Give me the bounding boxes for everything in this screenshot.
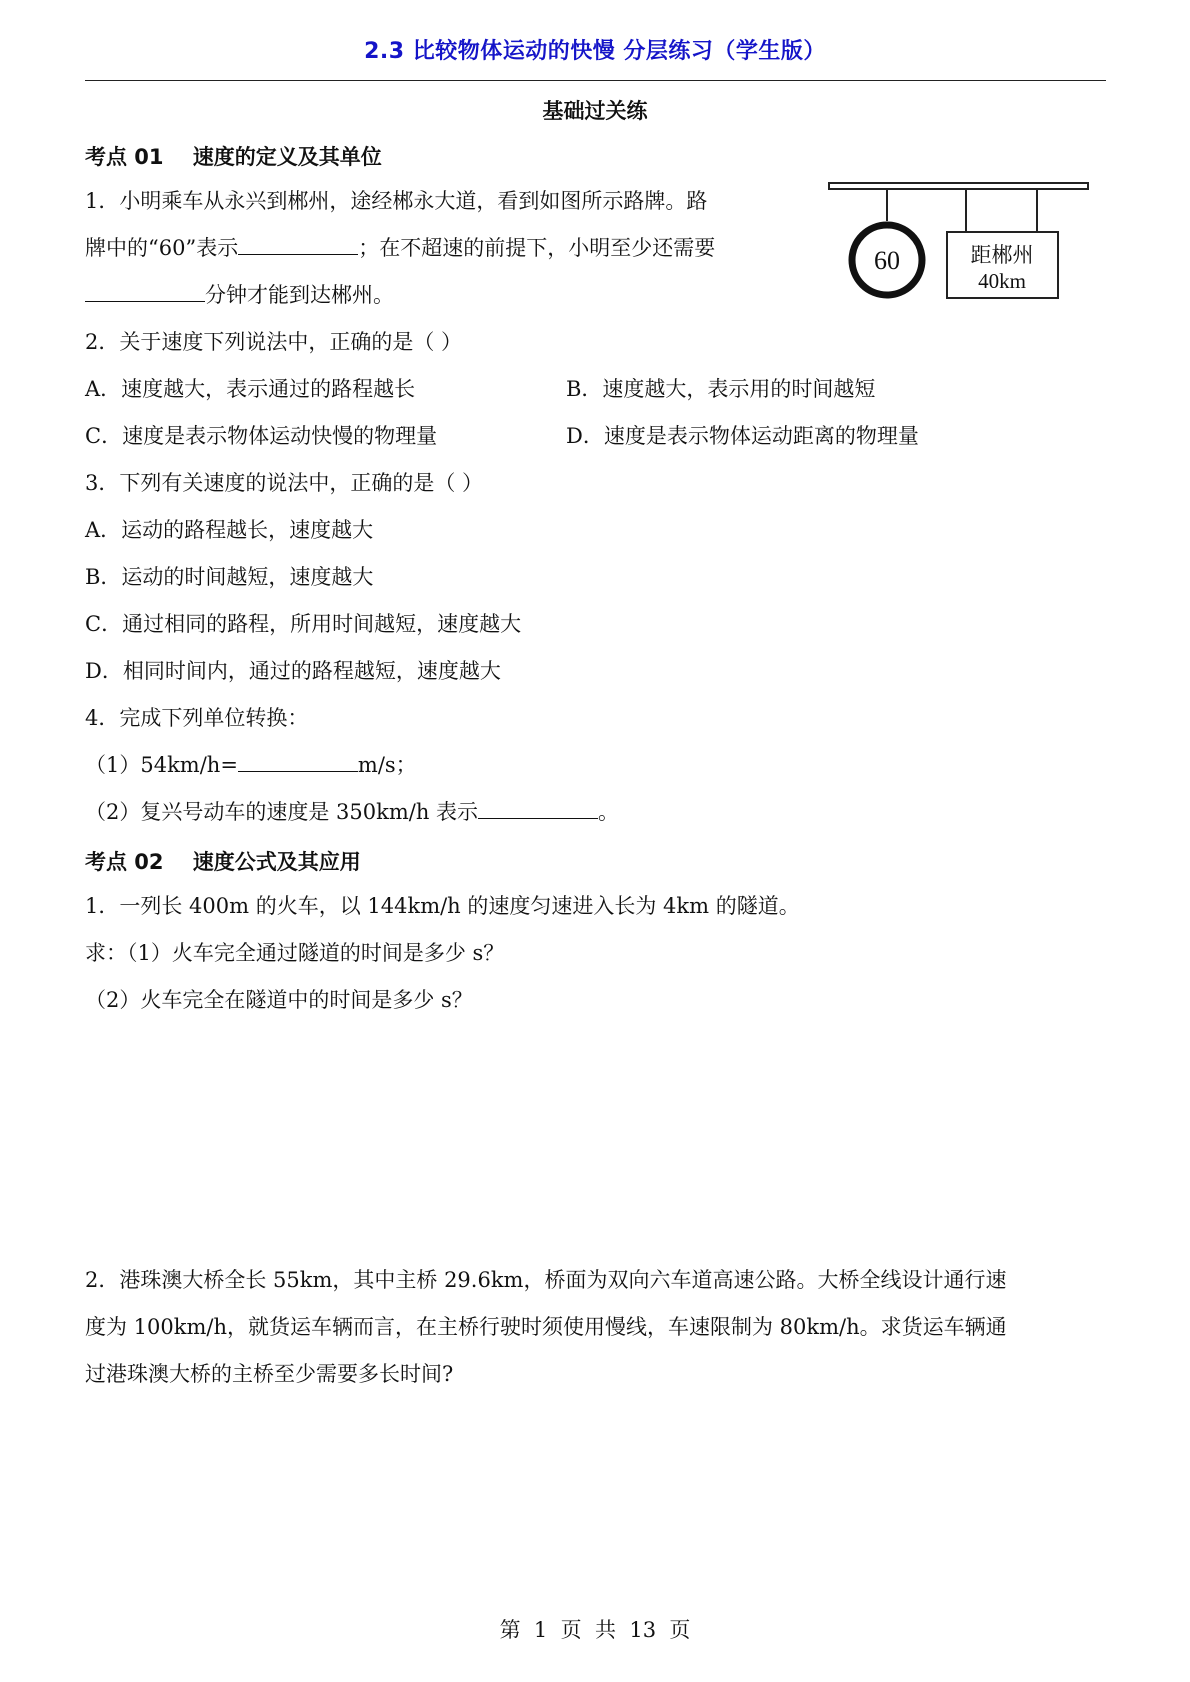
document-title: 2.3 比较物体运动的快慢 分层练习（学生版）: [364, 39, 826, 64]
kd1-q1-line3: [85, 280, 394, 310]
kd1-q4-part2-text-b: 。: [598, 800, 620, 824]
kd1-q3-option-b: B．运动的时间越短，速度越大: [85, 565, 374, 589]
kd1-q1-blank-1[interactable]: [238, 234, 358, 255]
header-rule: [85, 80, 1106, 81]
kd1-q4-part1: [85, 750, 417, 780]
kd1-q4-part2-text-a: （2）复兴号动车的速度是 350km/h 表示: [85, 800, 479, 824]
speed-limit-value: 60: [874, 246, 900, 275]
kd1-q3-option-a: A．运动的路程越长，速度越大: [85, 518, 374, 542]
road-sign-figure: [826, 180, 1091, 305]
kd1-q1-line2: [85, 233, 715, 263]
kd2-q2-line1: 2．港珠澳大桥全长 55km，其中主桥 29.6km，桥面为双向六车道高速公路。大桥全线设计通行速: [85, 1268, 1007, 1292]
kd1-q4-blank-1[interactable]: [238, 751, 358, 772]
kd1-q2-option-d: D．速度是表示物体运动距离的物理量: [566, 424, 919, 448]
kd1-q1-text-a: 牌中的“60”表示: [85, 236, 239, 260]
kd2-q1-line1: 1．一列长 400m 的火车，以 144km/h 的速度匀速进入长为 4km 的隧道。: [85, 894, 800, 918]
page-footer: 第 1 页 共 13 页: [499, 1618, 691, 1642]
kd1-q2-stem: 2．关于速度下列说法中，正确的是（ ）: [85, 330, 463, 354]
kd1-q1-blank-2[interactable]: [85, 281, 205, 302]
kd1-q2-option-a: A．速度越大，表示通过的路程越长: [85, 377, 416, 401]
sign-gantry-bar: [829, 183, 1088, 189]
kd2-q2-line2: 度为 100km/h，就货运车辆而言，在主桥行驶时须使用慢线，车速限制为 80km/h。求货运车辆通: [85, 1315, 1007, 1339]
kd2-q2-line3: 过港珠澳大桥的主桥至少需要多长时间?: [85, 1362, 454, 1386]
kd2-heading: 考点 02 速度公式及其应用: [85, 850, 361, 874]
kd1-q3-stem: 3．下列有关速度的说法中，正确的是（ ）: [85, 471, 484, 495]
kd1-q4-stem: 4．完成下列单位转换：: [85, 706, 309, 730]
section-title: 基础过关练: [542, 99, 648, 123]
kd1-q4-part2: [85, 797, 619, 827]
kd1-q1-text-b: ；在不超速的前提下，小明至少还需要: [358, 236, 716, 260]
kd1-heading: 考点 01 速度的定义及其单位: [85, 145, 382, 169]
kd1-q3-option-c: C．通过相同的路程，所用时间越短，速度越大: [85, 612, 522, 636]
kd1-q4-part1-text-a: （1）54km/h=: [85, 753, 238, 777]
kd2-q1-line2: 求：（1）火车完全通过隧道的时间是多少 s？: [85, 941, 505, 965]
kd1-q4-part1-text-b: m/s；: [357, 753, 417, 777]
kd1-q1-text-c: 分钟才能到达郴州。: [205, 283, 394, 307]
kd1-q2-option-b: B．速度越大，表示用的时间越短: [566, 377, 876, 401]
kd1-q4-blank-2[interactable]: [478, 798, 598, 819]
distance-board-dest: 距郴州: [970, 243, 1034, 267]
kd1-q2-option-c: C．速度是表示物体运动快慢的物理量: [85, 424, 438, 448]
kd2-q1-line3: （2）火车完全在隧道中的时间是多少 s？: [85, 988, 473, 1012]
kd1-q1-line1: 1．小明乘车从永兴到郴州，途经郴永大道，看到如图所示路牌。路: [85, 189, 708, 213]
distance-board-km: 40km: [978, 269, 1026, 293]
kd1-q3-option-d: D．相同时间内，通过的路程越短，速度越大: [85, 659, 501, 683]
